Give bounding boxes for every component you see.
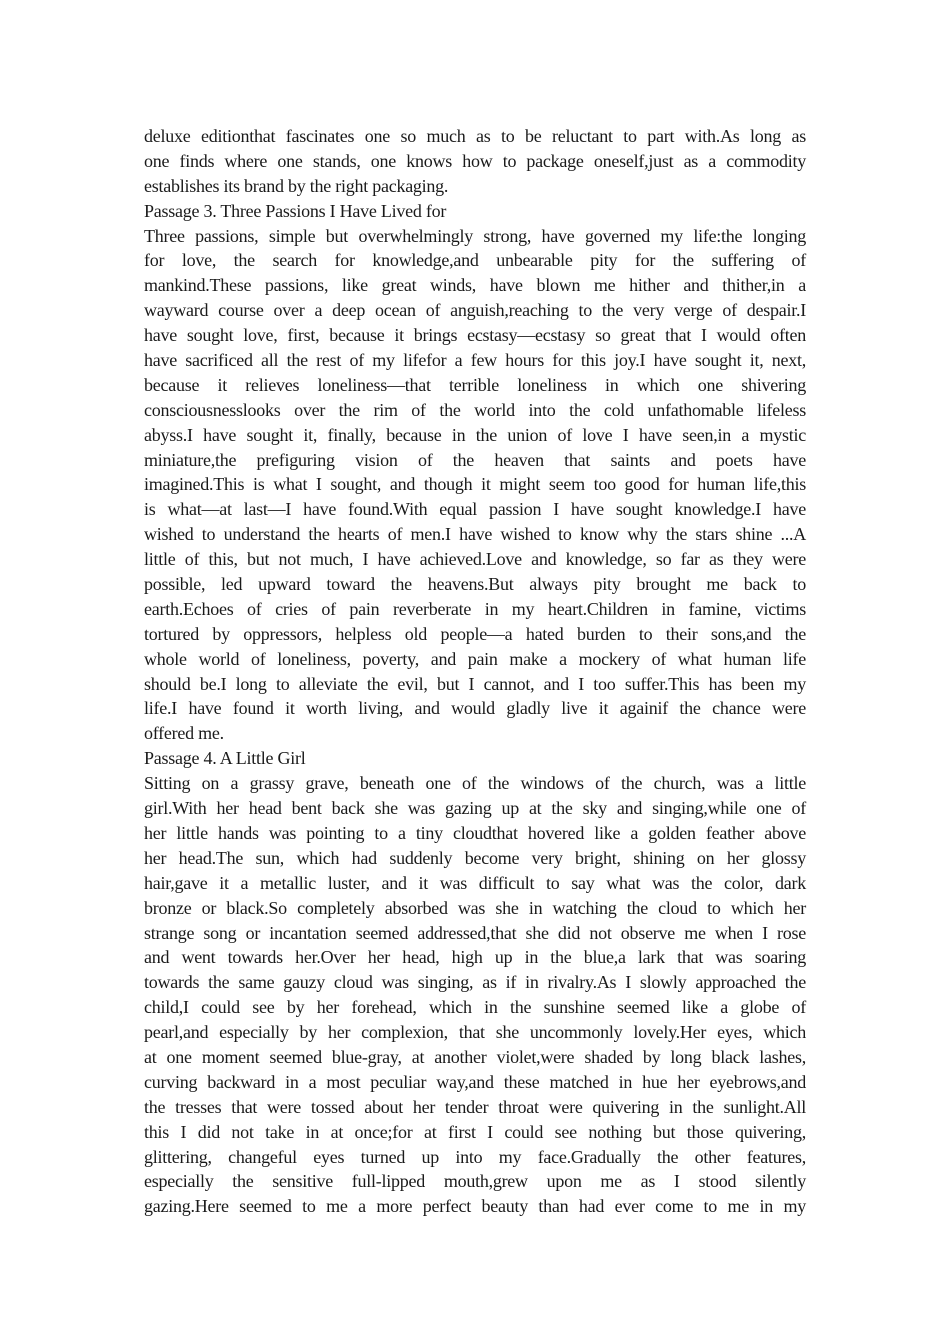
text-line: little of this, but not much, I have achieved.Love and knowledge, so far as they were [144, 549, 806, 570]
text-line: hair,gave it a metallic luster, and it was difficult to say what was the color, dark [144, 872, 806, 893]
text-line: Passage 4. A Little Girl [144, 748, 306, 769]
text-line: girl.With her head bent back she was gazing up at the sky and singing,while one of [144, 798, 806, 819]
text-line: possible, led upward toward the heavens.But always pity brought me back to [144, 574, 806, 595]
text-line: curving backward in a most peculiar way,and these matched in hue her eyebrows,and [144, 1071, 806, 1092]
text-line: her little hands was pointing to a tiny cloudthat hovered like a golden feather above [144, 822, 806, 843]
text-line: consciousnesslooks over the rim of the world into the cold unfathomable lifeless [144, 399, 806, 420]
text-line: should be.I long to alleviate the evil, but I cannot, and I too suffer.This has been my [144, 673, 806, 694]
text-line: Passage 3. Three Passions I Have Lived for [144, 200, 447, 221]
text-line: tortured by oppressors, helpless old people—a hated burden to their sons,and the [144, 623, 806, 644]
text-line: Sitting on a grassy grave, beneath one of the windows of the church, was a little [144, 773, 806, 794]
text-line: pearl,and especially by her complexion, that she uncommonly lovely.Her eyes, which [144, 1022, 806, 1043]
text-line: her head.The sun, which had suddenly become very bright, shining on her glossy [144, 847, 806, 868]
text-line: life.I have found it worth living, and would gladly live it againif the chance were [144, 698, 806, 719]
text-line: have sought love, first, because it brings ecstasy—ecstasy so great that I would often [144, 325, 806, 346]
text-line: bronze or black.So completely absorbed was she in watching the cloud to which her [144, 897, 806, 918]
text-line: because it relieves loneliness—that terrible loneliness in which one shivering [144, 374, 806, 395]
text-line: this I did not take in at once;for at first I could see nothing but those quivering, [144, 1121, 806, 1142]
text-line: for love, the search for knowledge,and unbearable pity for the suffering of [144, 250, 806, 271]
text-line: strange song or incantation seemed addressed,that she did not observe me when I rose [144, 922, 806, 943]
paragraph [144, 224, 806, 747]
text-line: whole world of loneliness, poverty, and pain make a mockery of what human life [144, 648, 806, 669]
text-line: and went towards her.Over her head, high up in the blue,a lark that was soaring [144, 947, 806, 968]
text-line: imagined.This is what I sought, and though it might seem too good for human life,this [144, 474, 806, 495]
paragraph [144, 771, 806, 1219]
text-line: wayward course over a deep ocean of anguish,reaching to the very verge of despair.I [144, 300, 806, 321]
text-line: offered me. [144, 723, 224, 744]
text-line: deluxe editionthat fascinates one so much as to be reluctant to part with.As long as [144, 126, 806, 146]
text-line: the tresses that were tossed about her tender throat were quivering in the sunlight.All [144, 1096, 806, 1117]
text-line: especially the sensitive full-lipped mouth,grew upon me as I stood silently [144, 1171, 806, 1192]
text-line: earth.Echoes of cries of pain reverberate in my heart.Children in famine, victims [144, 598, 806, 619]
text-line: miniature,the prefiguring vision of the heaven that saints and poets have [144, 449, 806, 470]
text-line: at one moment seemed blue-gray, at another violet,were shaded by long black lashes, [144, 1046, 806, 1067]
text-line: have sacrificed all the rest of my lifefor a few hours for this joy.I have sought it, next, [144, 350, 806, 371]
text-line: one finds where one stands, one knows how to package oneself,just as a commodity [144, 150, 806, 171]
passage-heading [144, 199, 806, 224]
text-line: mankind.These passions, like great winds, have blown me hither and thither,in a [144, 275, 806, 296]
text-line: is what—at last—I have found.With equal passion I have sought knowledge.I have [144, 499, 806, 520]
text-line: gazing.Here seemed to me a more perfect beauty than had ever come to me in my [144, 1196, 806, 1217]
text-line: wished to understand the hearts of men.I have wished to know why the stars shine ...A [144, 524, 806, 545]
text-line: glittering, changeful eyes turned up into my face.Gradually the other features, [144, 1146, 806, 1167]
text-line: Three passions, simple but overwhelmingly strong, have governed my life:the longing [144, 225, 806, 246]
passage-heading [144, 746, 806, 771]
paragraph [144, 124, 806, 199]
text-line: child,I could see by her forehead, which in the sunshine seemed like a globe of [144, 997, 806, 1018]
text-line: establishes its brand by the right packaging. [144, 175, 449, 196]
text-line: towards the same gauzy cloud was singing, as if in rivalry.As I slowly approached the [144, 972, 806, 993]
text-line: abyss.I have sought it, finally, because in the union of love I have seen,in a mystic [144, 424, 806, 445]
document-page [144, 124, 806, 1219]
